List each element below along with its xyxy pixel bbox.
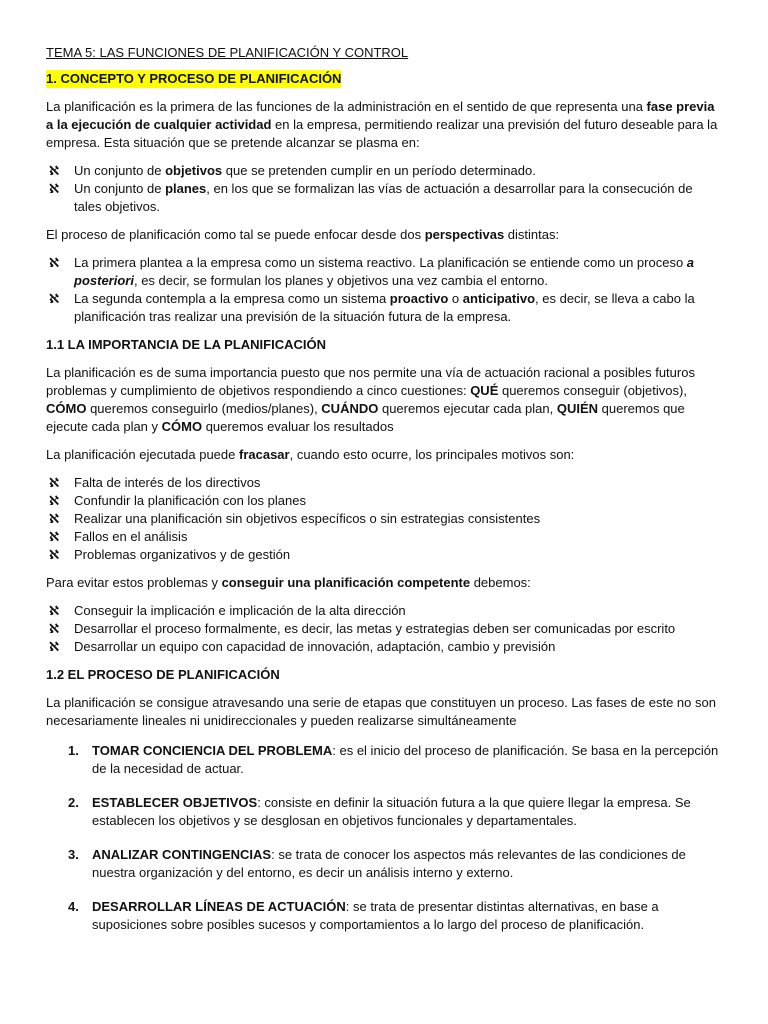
bullet-icon: ℵ	[48, 181, 60, 196]
step-title: TOMAR CONCIENCIA DEL PROBLEMA	[92, 743, 333, 758]
bullet-icon: ℵ	[48, 291, 60, 306]
step-number: 1.	[68, 743, 79, 758]
section-heading-concepto: 1. CONCEPTO Y PROCESO DE PLANIFICACIÓN	[46, 71, 342, 86]
step-item: 2. ESTABLECER OBJETIVOS: consiste en definir la situación futura a la que quiere llegar la empresa. Se establecen los objetivos y se desglosan en objetivos funcionales y departamentales.	[68, 795, 691, 828]
perspectives-paragraph: El proceso de planificación como tal se puede enfocar desde dos perspectivas distintas:	[46, 227, 560, 242]
step-title: ANALIZAR CONTINGENCIAS	[92, 847, 272, 862]
bullet-icon: ℵ	[48, 493, 60, 508]
list-item: ℵ Confundir la planificación con los planes	[46, 492, 722, 510]
fail-list	[46, 474, 722, 564]
bullet-icon: ℵ	[48, 639, 60, 654]
importance-paragraph: La planificación es de suma importancia puesto que nos permite una vía de actuación racional a posibles futuros problemas y cumplimiento de objetivos respondiendo a cinco cuestiones: QUÉ queremos conseguir (objetivos), CÓMO queremos conseguirlo (medios/planes), CUÁNDO queremos ejecutar cada plan, QUIÉN queremos que ejecute cada plan y CÓMO queremos evaluar los resultados	[46, 365, 695, 434]
section-heading-importancia: 1.1 LA IMPORTANCIA DE LA PLANIFICACIÓN	[46, 337, 326, 352]
perspectives-list	[46, 254, 722, 326]
step-number: 3.	[68, 847, 79, 862]
bullet-icon: ℵ	[48, 621, 60, 636]
bullet-icon: ℵ	[48, 163, 60, 178]
bullet-icon: ℵ	[48, 255, 60, 270]
section-heading-proceso: 1.2 EL PROCESO DE PLANIFICACIÓN	[46, 667, 280, 682]
document-title: TEMA 5: LAS FUNCIONES DE PLANIFICACIÓN Y CONTROL	[46, 45, 409, 60]
bullet-icon: ℵ	[48, 603, 60, 618]
step-item: 1. TOMAR CONCIENCIA DEL PROBLEMA: es el inicio del proceso de planificación. Se basa en la percepción de la necesidad de actuar.	[68, 743, 719, 776]
list-item: ℵ Un conjunto de objetivos que se pretenden cumplir en un período determinado.	[46, 162, 722, 180]
step-item: 4. DESARROLLAR LÍNEAS DE ACTUACIÓN: se trata de presentar distintas alternativas, en base a suposiciones sobre posibles sucesos y comportamientos a lo largo del proceso de planificación.	[68, 899, 659, 932]
step-title: DESARROLLAR LÍNEAS DE ACTUACIÓN	[92, 899, 346, 914]
fail-intro-paragraph: La planificación ejecutada puede fracasar, cuando esto ocurre, los principales motivos son:	[46, 447, 575, 462]
list-item: ℵ La segunda contempla a la empresa como un sistema proactivo o anticipativo, es decir, se lleva a cabo la planificación tras realizar una previsión de la situación futura de la empresa.	[46, 290, 722, 326]
bullet-icon: ℵ	[48, 529, 60, 544]
list-item: ℵ Fallos en el análisis	[46, 528, 722, 546]
bullet-icon: ℵ	[48, 475, 60, 490]
list-item: ℵ Falta de interés de los directivos	[46, 474, 722, 492]
step-title: ESTABLECER OBJETIVOS	[92, 795, 258, 810]
step-item: 3. ANALIZAR CONTINGENCIAS: se trata de conocer los aspectos más relevantes de las condiciones de nuestra organización y del entorno, es decir un análisis interno y externo.	[68, 847, 686, 880]
avoid-list	[46, 602, 722, 656]
step-number: 2.	[68, 795, 79, 810]
bullet-icon: ℵ	[48, 511, 60, 526]
bullet-icon: ℵ	[48, 547, 60, 562]
list-item: ℵ Un conjunto de planes, en los que se formalizan las vías de actuación a desarrollar para la consecución de tales objetivos.	[46, 180, 722, 216]
list-item: ℵ Conseguir la implicación e implicación de la alta dirección	[46, 602, 722, 620]
list-item: ℵ La primera plantea a la empresa como un sistema reactivo. La planificación se entiende como un proceso a posteriori, es decir, se formulan los planes y objetivos una vez cambia el entorno.	[46, 254, 722, 290]
list-item: ℵ Realizar una planificación sin objetivos específicos o sin estrategias consistentes	[46, 510, 722, 528]
avoid-intro-paragraph: Para evitar estos problemas y conseguir una planificación competente debemos:	[46, 575, 531, 590]
plasma-list	[46, 162, 722, 216]
process-steps-list	[46, 742, 722, 934]
list-item: ℵ Desarrollar un equipo con capacidad de innovación, adaptación, cambio y previsión	[46, 638, 722, 656]
step-number: 4.	[68, 899, 79, 914]
list-item: ℵ Problemas organizativos y de gestión	[46, 546, 722, 564]
intro-paragraph: La planificación es la primera de las funciones de la administración en el sentido de que representa una fase previa a la ejecución de cualquier actividad en la empresa, permitiendo realizar una previsión del futuro deseable para la empresa. Esta situación que se pretende alcanzar se plasma en:	[46, 99, 718, 150]
list-item: ℵ Desarrollar el proceso formalmente, es decir, las metas y estrategias deben ser comunicadas por escrito	[46, 620, 722, 638]
process-paragraph: La planificación se consigue atravesando una serie de etapas que constituyen un proceso. Las fases de este no son necesariamente lineales ni unidireccionales y pueden realizarse simultáneamente	[46, 695, 716, 728]
